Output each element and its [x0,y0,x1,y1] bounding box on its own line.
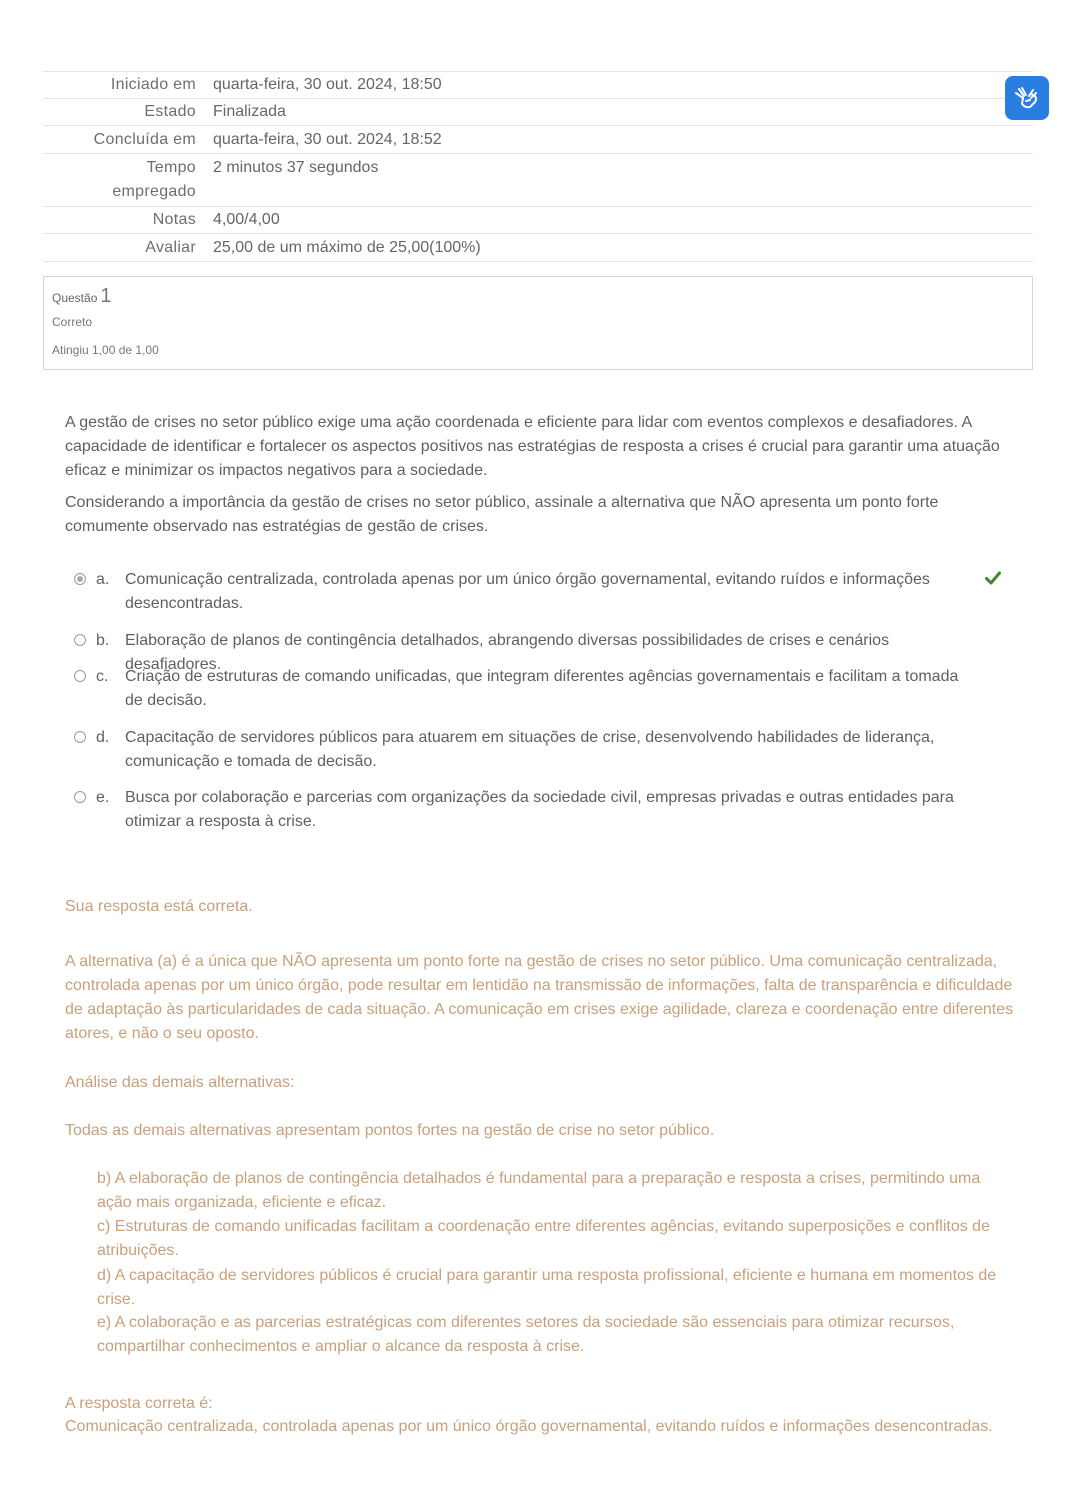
question-text-paragraph-1: A gestão de crises no setor público exige uma ação coordenada e eficiente para lidar com eventos complexos e desafiadores. A capacidade de identificar e fortalecer os aspectos positivos nas estratégias de resposta a crises é crucial para garantir uma atuação eficaz e minimizar os impactos negativos para a sociedade. [65,414,1000,479]
accessibility-button[interactable] [1005,76,1049,120]
summary-row-started [43,72,1033,99]
feedback-item-c: c) Estruturas de comando unificadas facilitam a coordenação entre diferentes agências, evitando superposições e conflitos de atribuições. [97,1218,990,1259]
question-grade: Atingiu 1,00 de 1,00 [52,343,159,357]
feedback-correct-message: Sua resposta está correta. [65,898,253,915]
grade-label: Avaliar [43,234,211,262]
option-text: Busca por colaboração e parcerias com organizações da sociedade civil, empresas privadas e outras entidades para otimizar a resposta à crise. [125,789,954,830]
attempt-summary-table [43,71,1033,262]
option-text: Elaboração de planos de contingência detalhados, abrangendo diversas possibilidades de crises e cenários desafiadores. [125,632,890,673]
option-letter: a. [96,571,110,588]
state-value: Finalizada [211,99,1033,126]
sign-language-icon [1013,84,1041,112]
option-letter: c. [96,668,109,685]
time-value: 2 minutos 37 segundos [211,154,1033,207]
option-text: Comunicação centralizada, controlada apenas por um único órgão governamental, evitando ruídos e informações desencontradas. [125,571,930,612]
question-number-value: 1 [100,285,112,307]
option-text: Criação de estruturas de comando unificadas, que integram diferentes agências governamentais e facilitam a tomada de decisão. [125,668,959,709]
feedback-explanation: A alternativa (a) é a única que NÃO apresenta um ponto forte na gestão de crises no setor público. Uma comunicação centralizada, controlada apenas por um único órgão, pode resultar em lentidão na transmissão de informações, falta de transparência e dificuldade de adaptação às particularidades de cada situação. A comunicação em crises exige agilidade, clareza e coordenação entre diferentes atores, e não o seu oposto. [65,953,1014,1042]
summary-row-grade [43,234,1033,262]
correct-check-icon [985,571,1001,585]
question-state: Correto [52,315,93,329]
radio-button-e[interactable] [74,791,86,803]
question-label: Questão [52,291,98,305]
grade-value: 25,00 de um máximo de 25,00(100%) [211,234,1033,262]
question-text-paragraph-2: Considerando a importância da gestão de crises no setor público, assinale a alternativa que NÃO apresenta um ponto forte comumente observado nas estratégias de gestão de crises. [65,494,939,535]
radio-button-b[interactable] [74,634,86,646]
summary-row-time [43,154,1033,207]
marks-label: Notas [43,207,211,234]
feedback-analysis-title: Análise das demais alternativas: [65,1074,295,1091]
option-letter: b. [96,632,110,649]
radio-button-c[interactable] [74,670,86,682]
question-number [52,285,112,308]
question-info-box [43,276,1033,370]
state-label: Estado [43,99,211,126]
marks-value: 4,00/4,00 [211,207,1033,234]
feedback-item-e: e) A colaboração e as parcerias estratégicas com diferentes setores da sociedade são essenciais para otimizar recursos, compartilhar conhecimentos e ampliar o alcance da resposta à crise. [97,1314,955,1355]
summary-row-marks [43,207,1033,234]
option-text: Capacitação de servidores públicos para atuarem em situações de crise, desenvolvendo habilidades de liderança, comunicação e tomada de decisão. [125,729,935,770]
feedback-analysis-intro: Todas as demais alternativas apresentam pontos fortes na gestão de crise no setor público. [65,1122,715,1139]
time-label-line1: Tempo [146,159,196,176]
summary-row-state [43,99,1033,126]
right-answer-text: Comunicação centralizada, controlada apenas por um único órgão governamental, evitando ruídos e informações desencontradas. [65,1418,993,1435]
radio-button-d[interactable] [74,731,86,743]
time-label [43,154,211,207]
feedback-item-b: b) A elaboração de planos de contingência detalhados é fundamental para a preparação e resposta a crises, permitindo uma ação mais organizada, eficiente e eficaz. [97,1170,981,1211]
radio-button-a[interactable] [74,573,86,585]
started-value: quarta-feira, 30 out. 2024, 18:50 [211,72,1033,99]
completed-value: quarta-feira, 30 out. 2024, 18:52 [211,126,1033,154]
time-label-line2: empregado [112,183,196,200]
feedback-item-d: d) A capacitação de servidores públicos é crucial para garantir uma resposta profissional, eficiente e humana em momentos de crise. [97,1267,997,1308]
started-label: Iniciado em [43,72,211,99]
right-answer-label: A resposta correta é: [65,1395,213,1412]
completed-label: Concluída em [43,126,211,154]
option-letter: d. [96,729,110,746]
option-letter: e. [96,789,110,806]
summary-row-completed [43,126,1033,154]
